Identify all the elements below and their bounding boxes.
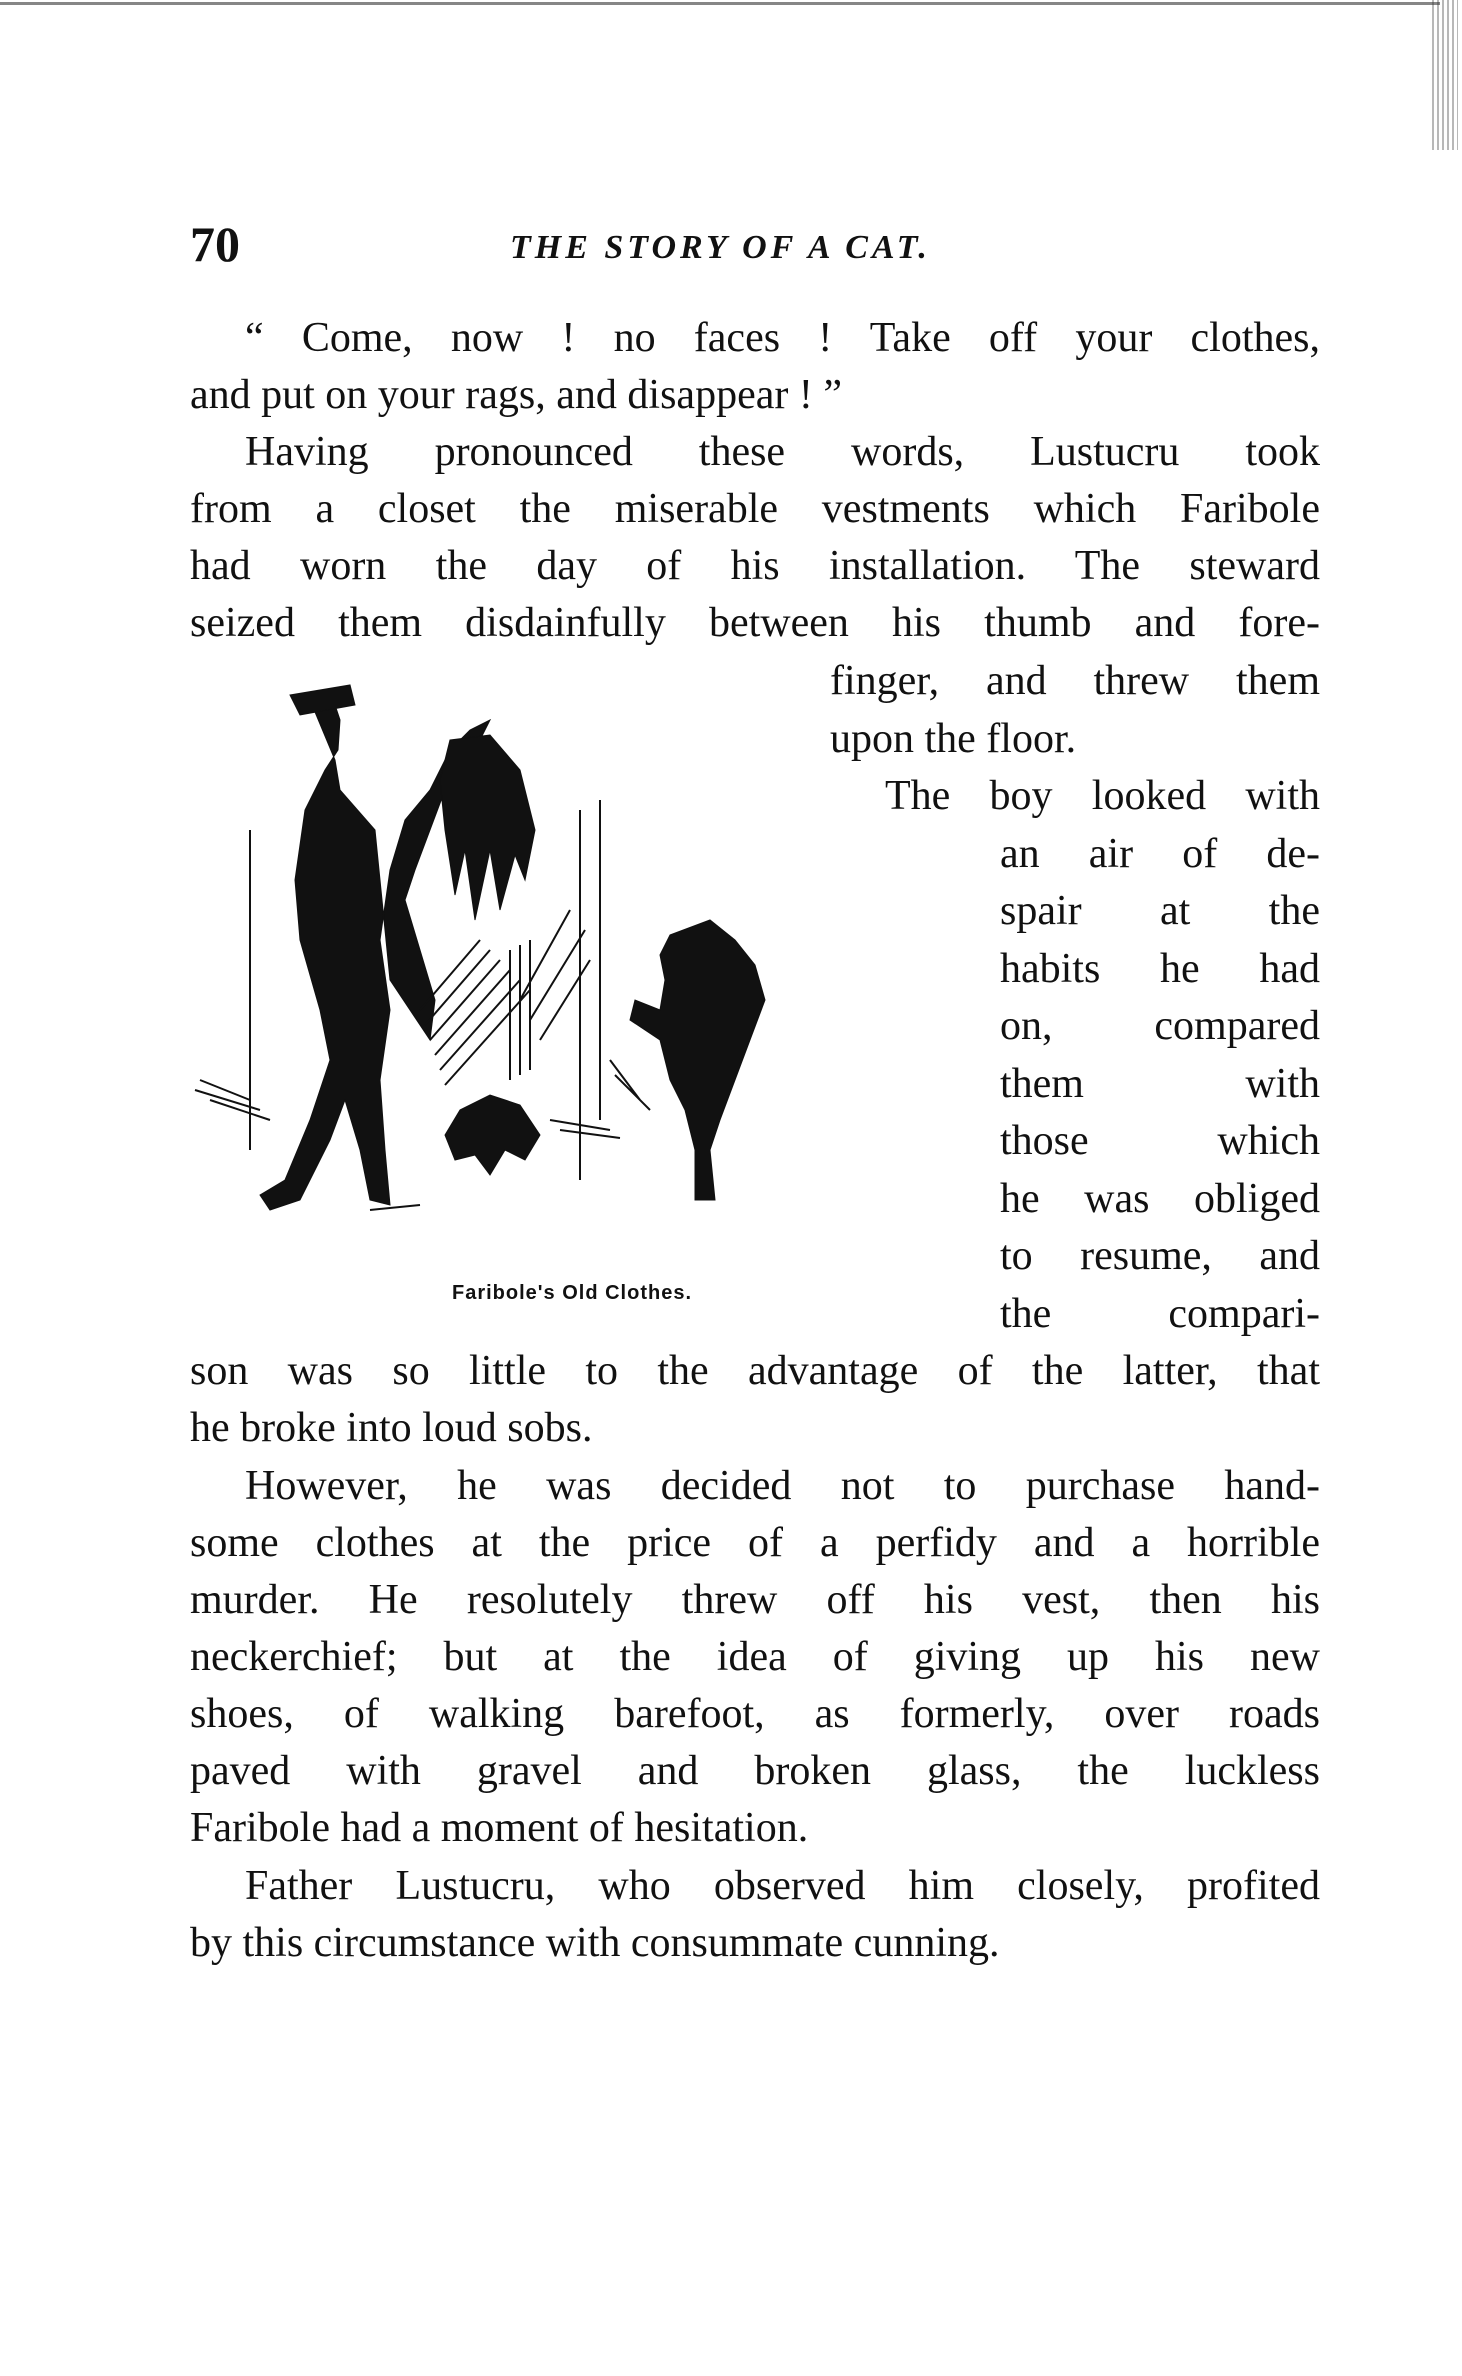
text-line: he broke into loud sobs.	[190, 1405, 593, 1451]
text-line: Faribole had a moment of hesitation.	[190, 1805, 809, 1851]
wrapped-text-column	[830, 653, 1320, 1343]
clothes-pile	[445, 1095, 540, 1175]
text-line: “ Come, now ! no faces ! Take off your clothes,	[245, 315, 1320, 361]
text-line: had worn the day of his installation. The steward	[190, 543, 1320, 589]
scan-artifact	[1432, 0, 1458, 150]
hat-shape	[290, 685, 355, 715]
text-line: those which	[1000, 1118, 1320, 1164]
text-line: paved with gravel and broken glass, the luckless	[190, 1748, 1320, 1794]
text-line: neckerchief; but at the idea of giving up his new	[190, 1634, 1320, 1680]
text-line: Father Lustucru, who observed him closely, profited	[245, 1863, 1320, 1909]
text-line: an air of de-	[1000, 830, 1320, 877]
text-line: and put on your rags, and disappear ! ”	[190, 372, 842, 418]
text-line: habits he had	[1000, 945, 1320, 992]
silhouette-illustration	[190, 680, 810, 1280]
text-line: the compari-	[1000, 1290, 1320, 1337]
text-line: to resume, and	[1000, 1233, 1320, 1279]
paragraph-1	[190, 310, 1320, 424]
text-line: The boy looked with	[885, 773, 1320, 819]
figure-caption: Faribole's Old Clothes.	[452, 1282, 693, 1304]
text-line: murder. He resolutely threw off his vest, then his	[190, 1577, 1320, 1623]
illustration	[190, 680, 810, 1320]
text-line: seized them disdainfully between his thumb and fore-	[190, 600, 1320, 646]
text-line: upon the floor.	[830, 715, 1077, 762]
paragraph-2	[190, 424, 1320, 652]
paragraph-3-tail	[190, 1343, 1320, 1457]
paragraph-4	[190, 1458, 1320, 1857]
hatching-lines	[420, 910, 650, 1110]
hanging-clothes	[440, 735, 535, 920]
text-line: he was obliged	[1000, 1175, 1320, 1222]
boy-silhouette	[630, 920, 765, 1200]
text-line: by this circumstance with consummate cunning.	[190, 1920, 1000, 1966]
text-line: However, he was decided not to purchase hand-	[245, 1463, 1320, 1509]
paragraph-5	[190, 1858, 1320, 1972]
text-line: Having pronounced these words, Lustucru took	[245, 429, 1320, 475]
text-line: from a closet the miserable vestments which Faribole	[190, 486, 1320, 532]
text-line: son was so little to the advantage of the latter, that	[190, 1348, 1320, 1394]
page-number: 70	[190, 216, 240, 272]
running-head: THE STORY OF A CAT.	[510, 229, 931, 266]
floor-strokes	[195, 1080, 620, 1210]
page-header	[190, 215, 1320, 285]
text-line: spair at the	[1000, 888, 1320, 934]
text-line: them with	[1000, 1060, 1320, 1107]
text-line: finger, and threw them	[830, 658, 1320, 704]
text-line: shoes, of walking barefoot, as formerly, over roads	[190, 1691, 1320, 1737]
text-line: some clothes at the price of a perfidy and a horrible	[190, 1520, 1320, 1566]
text-line: on, compared	[1000, 1003, 1320, 1049]
scan-edge-line	[0, 2, 1440, 5]
